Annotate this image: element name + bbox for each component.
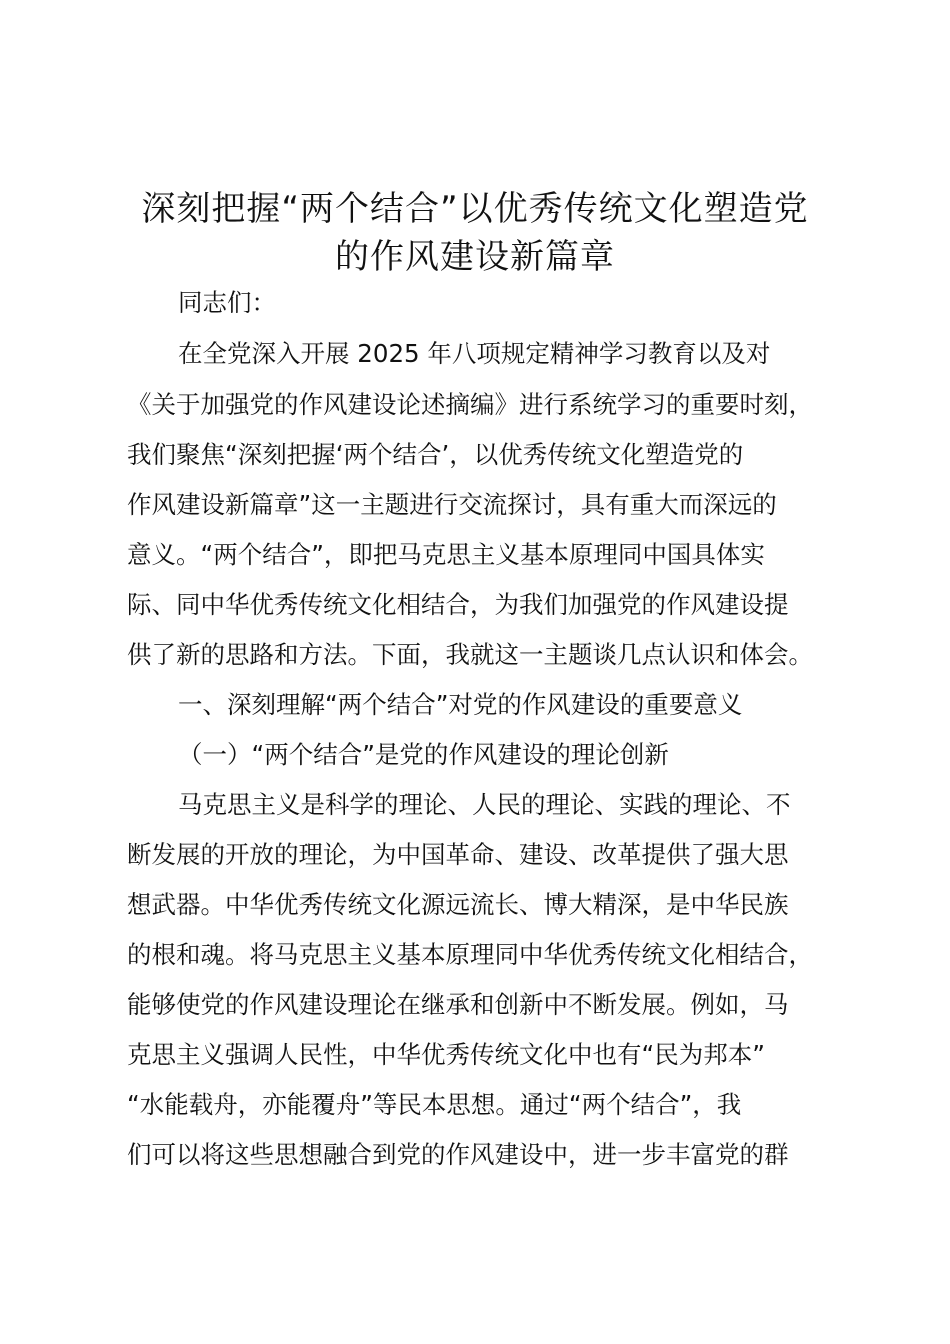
document-title-line-2: 的作风建设新篇章	[335, 237, 615, 277]
body-line: 作风建设新篇章”这一主题进行交流探讨，具有重大而深远的	[127, 490, 777, 519]
body-line: 在全党深入开展 2025 年八项规定精神学习教育以及对	[178, 339, 771, 368]
body-line: 际、同中华优秀传统文化相结合，为我们加强党的作风建设提	[127, 590, 789, 619]
body-line: 《关于加强党的作风建设论述摘编》进行系统学习的重要时刻，	[127, 390, 813, 419]
body-line: “水能载舟，亦能覆舟”等民本思想。通过“两个结合”，我	[127, 1090, 742, 1119]
body-line: 想武器。中华优秀传统文化源远流长、博大精深，是中华民族	[127, 890, 789, 919]
body-line: 供了新的思路和方法。下面，我就这一主题谈几点认识和体会。	[127, 640, 813, 669]
section-heading: 一、深刻理解“两个结合”对党的作风建设的重要意义	[178, 690, 743, 719]
body-line: 马克思主义是科学的理论、人民的理论、实践的理论、不	[178, 790, 791, 819]
body-line: 能够使党的作风建设理论在继承和创新中不断发展。例如，马	[127, 990, 789, 1019]
document-title-line-1: 深刻把握“两个结合”以优秀传统文化塑造党	[141, 189, 809, 229]
body-line: 的根和魂。将马克思主义基本原理同中华优秀传统文化相结合，	[127, 940, 813, 969]
body-line: 意义。“两个结合”，即把马克思主义基本原理同中国具体实	[127, 540, 765, 569]
body-line: 断发展的开放的理论，为中国革命、建设、改革提供了强大思	[127, 840, 789, 869]
body-line: 我们聚焦“深刻把握‘两个结合’，以优秀传统文化塑造党的	[127, 440, 744, 469]
body-line: 克思主义强调人民性，中华优秀传统文化中也有“民为邦本”	[127, 1040, 765, 1069]
salutation: 同志们：	[178, 288, 276, 317]
subsection-heading: （一）“两个结合”是党的作风建设的理论创新	[178, 740, 669, 769]
body-line: 们可以将这些思想融合到党的作风建设中，进一步丰富党的群	[127, 1140, 789, 1169]
